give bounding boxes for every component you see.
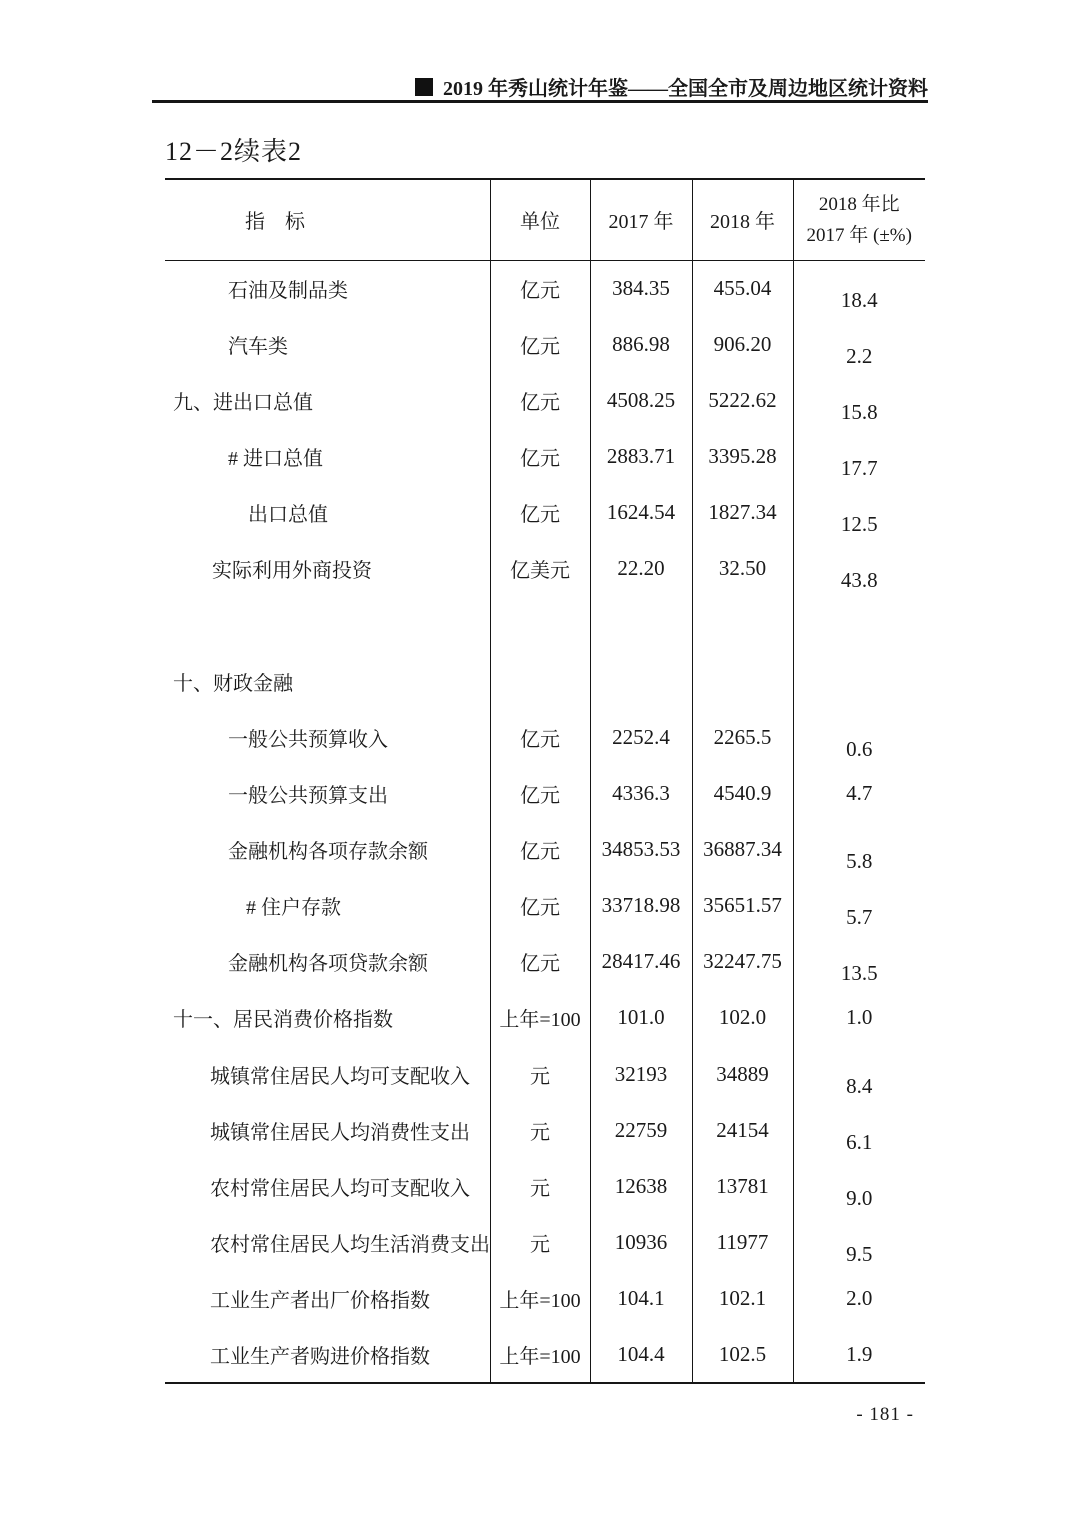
unit-cell: 亿元	[490, 372, 590, 428]
value-2017-cell: 34853.53	[590, 821, 692, 877]
value-2017-cell: 104.1	[590, 1271, 692, 1327]
value-2017-cell: 104.4	[590, 1327, 692, 1383]
change-cell	[793, 1271, 925, 1327]
value-2017-cell: 32193	[590, 1046, 692, 1102]
change-cell	[793, 821, 925, 877]
unit-cell: 上年=100	[490, 1271, 590, 1327]
value-2018-cell	[692, 597, 793, 653]
value-2017-cell	[590, 653, 692, 709]
change-value: 8.4	[846, 1073, 873, 1098]
unit-cell: 亿元	[490, 878, 590, 934]
indicator-cell: 金融机构各项贷款余额	[165, 934, 490, 990]
indicator-cell: 十、财政金融	[165, 653, 490, 709]
change-value: 2.2	[846, 343, 873, 368]
value-2018-cell: 36887.34	[692, 821, 793, 877]
table-row	[165, 653, 925, 709]
change-cell	[793, 934, 925, 990]
table-body	[165, 260, 925, 1383]
change-cell	[793, 653, 925, 709]
unit-cell: 亿元	[490, 485, 590, 541]
value-2018-cell: 34889	[692, 1046, 793, 1102]
value-2017-cell: 2252.4	[590, 709, 692, 765]
value-2018-cell: 102.1	[692, 1271, 793, 1327]
table-row	[165, 1046, 925, 1102]
table-row	[165, 541, 925, 597]
unit-cell	[490, 653, 590, 709]
value-2018-cell: 24154	[692, 1102, 793, 1158]
table-row	[165, 765, 925, 821]
value-2018-cell: 13781	[692, 1158, 793, 1214]
unit-cell: 亿元	[490, 709, 590, 765]
value-2017-cell: 384.35	[590, 260, 692, 316]
change-value: 43.8	[840, 568, 878, 593]
column-header-2017: 2017 年	[590, 179, 692, 260]
unit-cell: 上年=100	[490, 990, 590, 1046]
table-row	[165, 821, 925, 877]
table-row	[165, 260, 925, 316]
change-value: 6.1	[846, 1129, 873, 1154]
value-2018-cell: 32247.75	[692, 934, 793, 990]
change-value: 15.8	[840, 399, 878, 424]
column-header-unit: 单位	[490, 179, 590, 260]
value-2018-cell: 3395.28	[692, 428, 793, 484]
table-row	[165, 1327, 925, 1383]
table-row	[165, 1271, 925, 1327]
table-row	[165, 934, 925, 990]
change-value: 5.7	[846, 905, 873, 930]
value-2017-cell: 2883.71	[590, 428, 692, 484]
value-2017-cell: 101.0	[590, 990, 692, 1046]
black-square-icon	[415, 78, 433, 96]
change-cell	[793, 1327, 925, 1383]
column-header-change	[793, 179, 925, 260]
statistics-table	[165, 178, 925, 1384]
change-cell	[793, 485, 925, 541]
running-head	[415, 72, 928, 101]
change-value: 9.0	[846, 1185, 873, 1210]
value-2017-cell: 10936	[590, 1214, 692, 1270]
table-header-row	[165, 179, 925, 260]
unit-cell: 亿元	[490, 934, 590, 990]
section-title: 12－2续表2	[165, 137, 303, 166]
table-row	[165, 428, 925, 484]
value-2018-cell: 32.50	[692, 541, 793, 597]
change-cell	[793, 372, 925, 428]
value-2018-cell: 102.0	[692, 990, 793, 1046]
change-cell	[793, 765, 925, 821]
table-row	[165, 878, 925, 934]
unit-cell: 亿元	[490, 765, 590, 821]
table-row	[165, 1214, 925, 1270]
unit-cell: 亿元	[490, 821, 590, 877]
indicator-cell: 一般公共预算支出	[165, 765, 490, 821]
change-value: 18.4	[840, 287, 878, 312]
indicator-cell: 实际利用外商投资	[165, 541, 490, 597]
value-2017-cell: 28417.46	[590, 934, 692, 990]
indicator-cell: 一般公共预算收入	[165, 709, 490, 765]
table-row	[165, 485, 925, 541]
indicator-cell: 城镇常住居民人均可支配收入	[165, 1046, 490, 1102]
value-2017-cell: 1624.54	[590, 485, 692, 541]
unit-cell: 亿美元	[490, 541, 590, 597]
indicator-cell: 农村常住居民人均生活消费支出	[165, 1214, 490, 1270]
running-head-text: 2019 年秀山统计年鉴——全国全市及周边地区统计资料	[443, 78, 928, 100]
page-number: - 181 -	[856, 1404, 914, 1425]
value-2017-cell: 22.20	[590, 541, 692, 597]
unit-cell: 亿元	[490, 428, 590, 484]
change-value: 9.5	[846, 1241, 873, 1266]
value-2018-cell: 35651.57	[692, 878, 793, 934]
value-2018-cell: 4540.9	[692, 765, 793, 821]
change-value: 12.5	[840, 512, 878, 537]
change-value: 1.0	[846, 1005, 873, 1030]
change-value: 17.7	[840, 455, 878, 480]
value-2018-cell: 2265.5	[692, 709, 793, 765]
value-2018-cell: 11977	[692, 1214, 793, 1270]
change-cell	[793, 597, 925, 653]
change-value: 4.7	[846, 780, 873, 805]
column-header-change-line2: 2017 年 (±%)	[806, 224, 912, 246]
indicator-cell	[165, 597, 490, 653]
change-cell	[793, 1046, 925, 1102]
value-2018-cell: 102.5	[692, 1327, 793, 1383]
change-value: 2.0	[846, 1286, 873, 1311]
unit-cell: 亿元	[490, 260, 590, 316]
indicator-cell: 农村常住居民人均可支配收入	[165, 1158, 490, 1214]
table-row	[165, 1158, 925, 1214]
indicator-cell: # 住户存款	[165, 878, 490, 934]
unit-cell: 上年=100	[490, 1327, 590, 1383]
value-2017-cell: 4336.3	[590, 765, 692, 821]
change-cell	[793, 878, 925, 934]
value-2018-cell: 455.04	[692, 260, 793, 316]
change-cell	[793, 428, 925, 484]
value-2017-cell: 22759	[590, 1102, 692, 1158]
value-2018-cell: 5222.62	[692, 372, 793, 428]
statistics-table-wrap	[165, 178, 925, 1384]
change-cell	[793, 1102, 925, 1158]
change-value: 1.9	[846, 1341, 873, 1366]
table-row	[165, 1102, 925, 1158]
value-2018-cell: 1827.34	[692, 485, 793, 541]
value-2017-cell: 33718.98	[590, 878, 692, 934]
unit-cell: 元	[490, 1158, 590, 1214]
header-rule	[152, 100, 928, 103]
unit-cell: 元	[490, 1214, 590, 1270]
change-value: 13.5	[840, 961, 878, 986]
column-header-2018: 2018 年	[692, 179, 793, 260]
value-2017-cell: 886.98	[590, 316, 692, 372]
column-header-indicator: 指 标	[165, 179, 490, 260]
unit-cell: 元	[490, 1102, 590, 1158]
indicator-cell: 出口总值	[165, 485, 490, 541]
change-value: 5.8	[846, 848, 873, 873]
table-row	[165, 990, 925, 1046]
unit-cell	[490, 597, 590, 653]
indicator-cell: # 进口总值	[165, 428, 490, 484]
indicator-cell: 工业生产者购进价格指数	[165, 1327, 490, 1383]
value-2018-cell: 906.20	[692, 316, 793, 372]
table-row	[165, 372, 925, 428]
change-cell	[793, 541, 925, 597]
value-2017-cell: 4508.25	[590, 372, 692, 428]
change-cell	[793, 1214, 925, 1270]
change-cell	[793, 709, 925, 765]
value-2018-cell	[692, 653, 793, 709]
indicator-cell: 十一、居民消费价格指数	[165, 990, 490, 1046]
table-row	[165, 316, 925, 372]
column-header-change-line1: 2018 年比	[818, 193, 900, 215]
indicator-cell: 城镇常住居民人均消费性支出	[165, 1102, 490, 1158]
unit-cell: 亿元	[490, 316, 590, 372]
change-cell	[793, 260, 925, 316]
indicator-cell: 金融机构各项存款余额	[165, 821, 490, 877]
table-row	[165, 709, 925, 765]
unit-cell: 元	[490, 1046, 590, 1102]
indicator-cell: 九、进出口总值	[165, 372, 490, 428]
change-value: 0.6	[846, 736, 873, 761]
value-2017-cell	[590, 597, 692, 653]
indicator-cell: 石油及制品类	[165, 260, 490, 316]
indicator-cell: 工业生产者出厂价格指数	[165, 1271, 490, 1327]
change-cell	[793, 990, 925, 1046]
change-cell	[793, 316, 925, 372]
change-cell	[793, 1158, 925, 1214]
indicator-cell: 汽车类	[165, 316, 490, 372]
value-2017-cell: 12638	[590, 1158, 692, 1214]
table-row	[165, 597, 925, 653]
